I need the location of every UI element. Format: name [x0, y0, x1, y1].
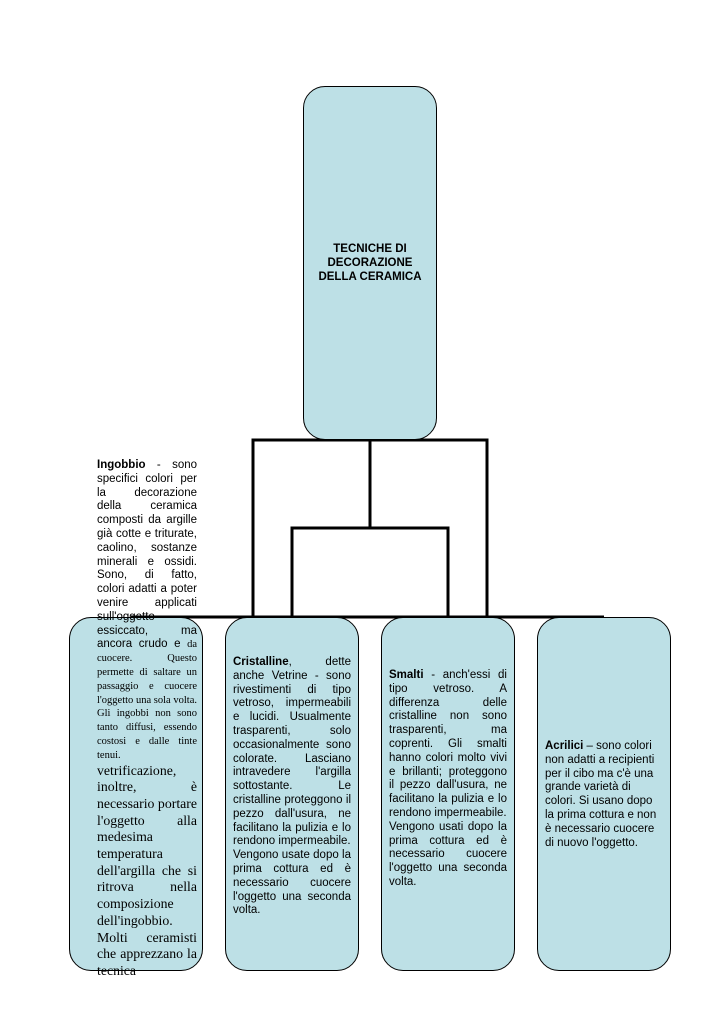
child-node-smalti — [381, 617, 515, 971]
cristalline-title: Cristalline — [233, 656, 289, 668]
acrilici-desc: sono colori non adatti a recipienti per il cibo ma c'è una grande varietà di colori. Si usano dopo la prima cottura e non è necessario cuocere di nuovo l'oggetto. — [545, 740, 657, 849]
ingobbio-text: Ingobbio - sono specifici colori per la decorazione della ceramica composti da argille già cotte e triturate, caolino, sostanze minerali e ossidi. Sono, di fatto, colori adatti a poter venire applicati sull'oggetto essiccato, ma ancora crudo e da cuocere. Questo permette di saltare un passaggio e cuocere l'oggetto una sola volta. Gli ingobbi non sono tanto diffusi, essendo costosi e dalle tinte tenui. vetrificazione, inoltre, è necessario portare l'oggetto alla medesima temperatura dell'argilla che si ritrova nella composizione dell'ingobbio. Molti ceramisti che apprezzano la tecnica — [97, 459, 198, 978]
ingobbio-title: Ingobbio — [97, 459, 146, 471]
ingobbio-desc-serif: da cuocere. Questo permette di saltare un passaggio e cuocere l'oggetto una sola volta. Gli ingobbi non sono tanto diffusi, essendo costosi e dalle tinte tenui. — [97, 639, 198, 761]
ingobbio-desc: sono specifici colori per la decorazione della ceramica composti da argille già cotte e triturate, caolino, sostanze minerali e ossidi. Sono, di fatto, colori adatti a poter venire applicati sull'oggetto essiccato, ma ancora crudo e — [97, 459, 197, 651]
smalti-desc: anch'essi di tipo vetroso. A differenza delle cristalline non sono trasparenti, ma coprenti. Gli smalti hanno colori molto vivi e brillanti; proteggono il pezzo dall'usura, ne facilitano la pulizia e lo rendono impermeabile. — [389, 669, 507, 819]
root-node — [303, 86, 437, 440]
cristalline-desc-2: Vengono usate dopo la prima cottura ed è necessario cuocere l'oggetto una seconda volta. — [233, 849, 351, 917]
acrilici-title: Acrilici — [545, 740, 584, 752]
cristalline-text: Cristalline, dette anche Vetrine - sono rivestimenti di tipo vetroso, impermeabili e lucidi. Usualmente trasparenti, solo occasionalmente sono colorate. Lasciano intravedere l'argilla sottostante. Le cristalline proteggono il pezzo dall'usura, ne facilitano la pulizia e lo rendono impermeabile. Vengono usate dopo la prima cottura ed è necessario cuocere l'oggetto una seconda volta. — [233, 656, 351, 917]
smalti-title: Smalti — [389, 669, 424, 681]
smalti-text: Smalti - anch'essi di tipo vetroso. A differenza delle cristalline non sono trasparenti, ma coprenti. Gli smalti hanno colori molto vivi e brillanti; proteggono il pezzo dall'usura, ne facilitano la pulizia e lo rendono impermeabile. Vengono usati dopo la prima cottura ed è necessario cuocere l'oggetto una seconda volta. — [389, 669, 507, 888]
root-title: TECNICHE DI DECORAZIONE DELLA CERAMICA — [318, 243, 422, 283]
connector-inner — [292, 528, 448, 617]
smalti-desc-2: Vengono usati dopo la prima cottura ed è necessario cuocere l'oggetto una seconda volta. — [389, 820, 507, 888]
cristalline-desc: dette anche Vetrine - sono rivestimenti di tipo vetroso, impermeabili e lucidi. Usualmente trasparenti, solo occasionalmente sono colorate. Lasciano intravedere l'argilla sottostante. Le cristalline proteggono il pezzo dall'usura, ne facilitano la pulizia e lo rendono impermeabile. — [233, 656, 351, 848]
child-node-cristalline — [225, 617, 359, 971]
child-node-acrilici — [537, 617, 671, 971]
ingobbio-desc-large: vetrificazione, inoltre, è necessario portare l'oggetto alla medesima temperatura dell'argilla che si ritrova nella composizione dell'ingobbio. Molti ceramisti che apprezzano la tecnica — [97, 762, 197, 978]
acrilici-text: Acrilici – sono colori non adatti a recipienti per il cibo ma c'è una grande varietà di colori. Si usano dopo la prima cottura e non è necessario cuocere di nuovo l'oggetto. — [545, 740, 657, 849]
